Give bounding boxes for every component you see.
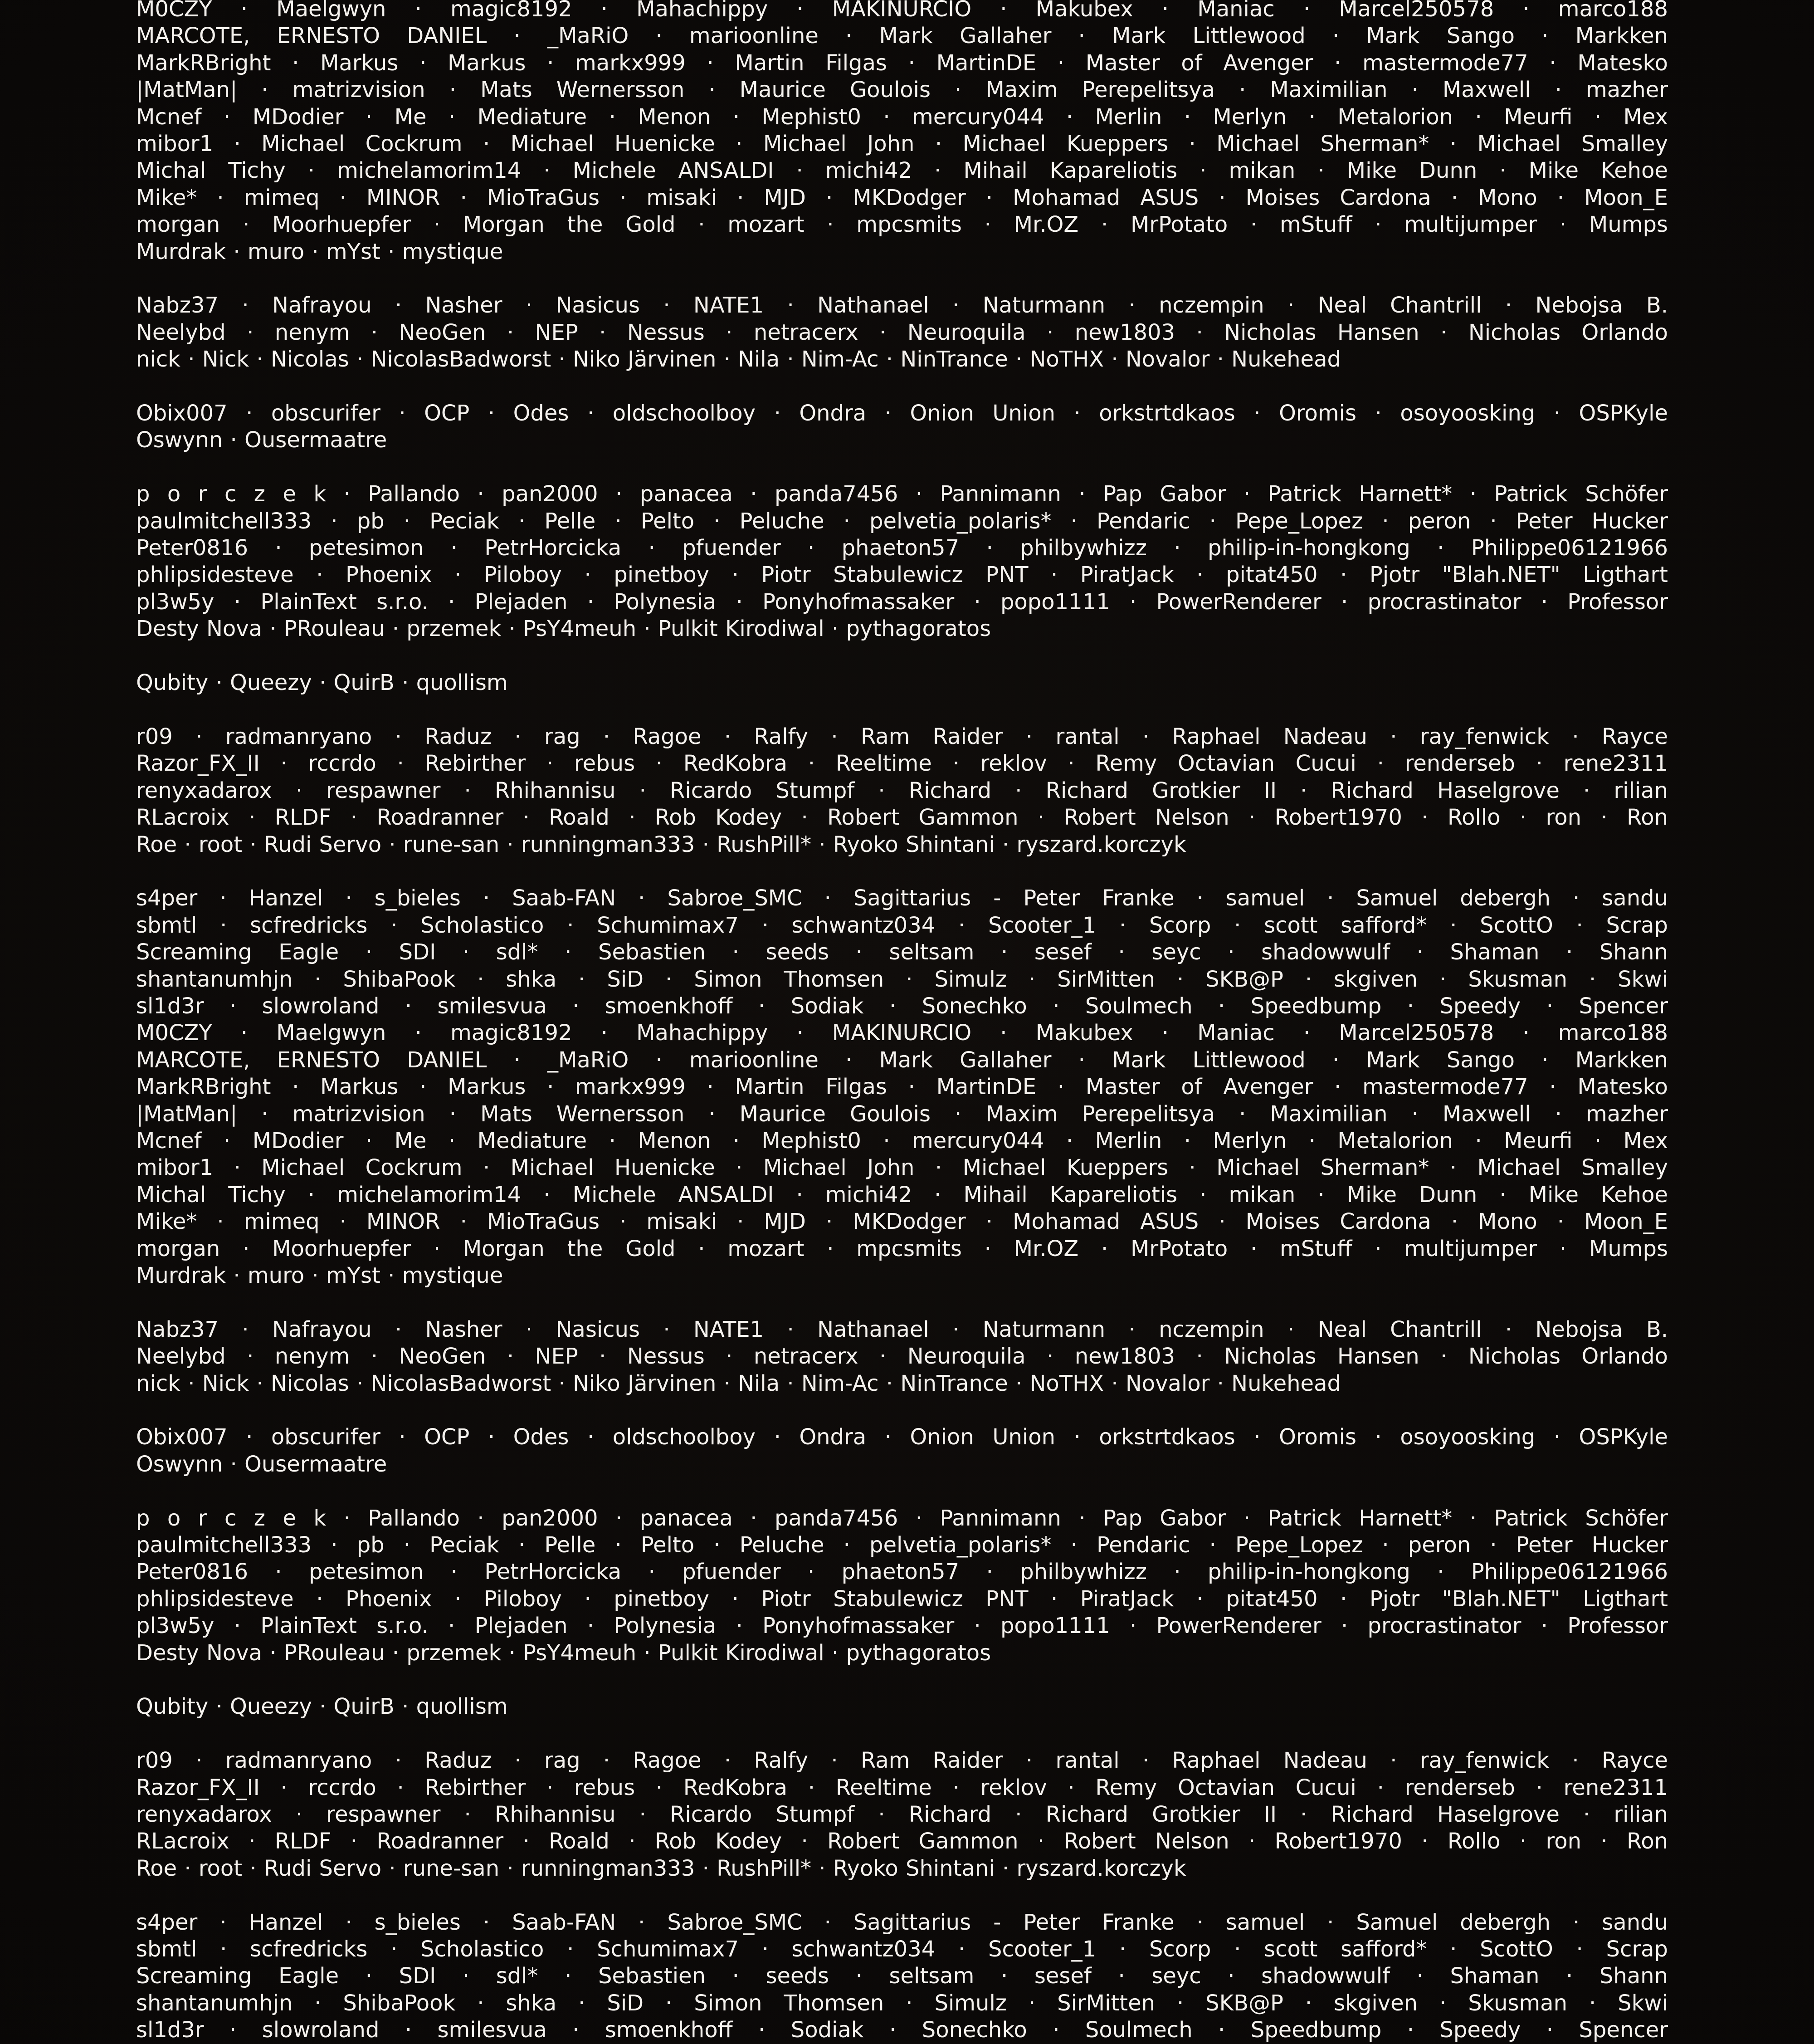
credits-block-2 — [136, 1020, 1668, 2044]
credits-line: phlipsidesteve · Phoenix · Piloboy · pinetboy · Piotr Stabulewicz PNT · PiratJack · pitat450 · Pjotr "Blah.NET" Ligthart — [136, 1586, 1668, 1612]
credits-line: Screaming Eagle · SDI · sdl* · Sebastien · seeds · seltsam · sesef · seyc · shadowwulf · Shaman · Shann — [136, 1963, 1668, 1989]
credits-line: Roe · root · Rudi Servo · rune-san · runningman333 · RushPill* · Ryoko Shintani · ryszard.korczyk — [136, 1855, 1186, 1881]
credits-line: Obix007 · obscurifer · OCP · Odes · oldschoolboy · Ondra · Onion Union · orkstrtdkaos · Oromis · osoyoosking · OSPKyle — [136, 401, 1668, 426]
credits-line: |MatMan| · matrizvision · Mats Wernersson · Maurice Goulois · Maxim Perepelitsya · Maximilian · Maxwell · mazher — [136, 1101, 1668, 1127]
credits-line: pl3w5y · PlainText s.r.o. · Plejaden · Polynesia · Ponyhofmassaker · popo1111 · PowerRenderer · procrastinator · Professor — [136, 1613, 1668, 1639]
credits-line: M0CZY · Maelgwyn · magic8192 · Mahachippy · MAKINURCIO · Makubex · Maniac · Marcel250578 · marco188 — [136, 0, 1668, 22]
credits-line: MarkRBright · Markus · Markus · markx999 · Martin Filgas · MartinDE · Master of Avenger · mastermode77 · Matesko — [136, 1074, 1668, 1100]
credits-line: Desty Nova · PRouleau · przemek · PsY4meuh · Pulkit Kirodiwal · pythagoratos — [136, 616, 991, 642]
credits-line: Nabz37 · Nafrayou · Nasher · Nasicus · NATE1 · Nathanael · Naturmann · nczempin · Neal Chantrill · Nebojsa B. — [136, 1316, 1668, 1342]
credits-line: shantanumhjn · ShibaPook · shka · SiD · Simon Thomsen · Simulz · SirMitten · SKB@P · skgiven · Skusman · Skwi — [136, 966, 1668, 992]
credits-line: MarkRBright · Markus · Markus · markx999 · Martin Filgas · MartinDE · Master of Avenger · mastermode77 · Matesko — [136, 50, 1668, 76]
credits-line: Mcnef · MDodier · Me · Mediature · Menon · Mephist0 · mercury044 · Merlin · Merlyn · Metalorion · Meurfi · Mex — [136, 1128, 1668, 1154]
credits-section-o — [136, 400, 1668, 454]
credits-line: mibor1 · Michael Cockrum · Michael Huenicke · Michael John · Michael Kueppers · Michael Sherman* · Michael Smalley — [136, 131, 1668, 157]
credits-section-r — [136, 724, 1668, 858]
credits-section-n — [136, 1316, 1668, 1397]
credits-line: s4per · Hanzel · s_bieles · Saab-FAN · Sabroe_SMC · Sagittarius - Peter Franke · samuel · Samuel debergh · sandu — [136, 885, 1668, 911]
credits-line: Michal Tichy · michelamorim14 · Michele ANSALDI · michi42 · Mihail Kapareliotis · mikan · Mike Dunn · Mike Kehoe — [136, 158, 1668, 184]
credits-line: paulmitchell333 · pb · Peciak · Pelle · Pelto · Peluche · pelvetia_polaris* · Pendaric · Pepe_Lopez · peron · Peter Hucker — [136, 1532, 1668, 1558]
credits-section-m — [136, 1020, 1668, 1289]
credits-line: Desty Nova · PRouleau · przemek · PsY4meuh · Pulkit Kirodiwal · pythagoratos — [136, 1640, 991, 1666]
credits-line: Roe · root · Rudi Servo · rune-san · runningman333 · RushPill* · Ryoko Shintani · ryszard.korczyk — [136, 831, 1186, 857]
credits-line: M0CZY · Maelgwyn · magic8192 · Mahachippy · MAKINURCIO · Makubex · Maniac · Marcel250578 · marco188 — [136, 1020, 1668, 1046]
credits-line: Neelybd · nenym · NeoGen · NEP · Nessus · netracerx · Neuroquila · new1803 · Nicholas Hansen · Nicholas Orlando — [136, 1344, 1668, 1369]
credits-line: nick · Nick · Nicolas · NicolasBadworst · Niko Järvinen · Nila · Nim-Ac · NinTrance · NoTHX · Novalor · Nukehead — [136, 1370, 1341, 1396]
credits-line: RLacroix · RLDF · Roadranner · Roald · Rob Kodey · Robert Gammon · Robert Nelson · Robert1970 · Rollo · ron · Ron — [136, 805, 1668, 831]
credits-line: p o r c z e k · Pallando · pan2000 · panacea · panda7456 · Pannimann · Pap Gabor · Patrick Harnett* · Patrick Schöfer — [136, 481, 1668, 507]
credits-line: RLacroix · RLDF · Roadranner · Roald · Rob Kodey · Robert Gammon · Robert Nelson · Robert1970 · Rollo · ron · Ron — [136, 1829, 1668, 1854]
credits-line: r09 · radmanryano · Raduz · rag · Ragoe · Ralfy · Ram Raider · rantal · Raphael Nadeau · ray_fenwick · Rayce — [136, 1748, 1668, 1774]
credits-line: Michal Tichy · michelamorim14 · Michele ANSALDI · michi42 · Mihail Kapareliotis · mikan · Mike Dunn · Mike Kehoe — [136, 1182, 1668, 1208]
credits-line: mibor1 · Michael Cockrum · Michael Huenicke · Michael John · Michael Kueppers · Michael Sherman* · Michael Smalley — [136, 1155, 1668, 1181]
credits-line: morgan · Moorhuepfer · Morgan the Gold · mozart · mpcsmits · Mr.OZ · MrPotato · mStuff · multijumper · Mumps — [136, 1236, 1668, 1262]
credits-line: Mike* · mimeq · MINOR · MioTraGus · misaki · MJD · MKDodger · Mohamad ASUS · Moises Cardona · Mono · Moon_E — [136, 185, 1668, 210]
credits-line: Murdrak · muro · mYst · mystique — [136, 1263, 503, 1288]
credits-line: paulmitchell333 · pb · Peciak · Pelle · Pelto · Peluche · pelvetia_polaris* · Pendaric · Pepe_Lopez · peron · Peter Hucker — [136, 508, 1668, 534]
credits-section-r — [136, 1747, 1668, 1882]
credits-line: Qubity · Queezy · QuirB · quollism — [136, 670, 508, 696]
credits-line: morgan · Moorhuepfer · Morgan the Gold · mozart · mpcsmits · Mr.OZ · MrPotato · mStuff · multijumper · Mumps — [136, 212, 1668, 238]
credits-line: MARCOTE, ERNESTO DANIEL · _MaRiO · marioonline · Mark Gallaher · Mark Littlewood · Mark Sango · Markken — [136, 1047, 1668, 1073]
credits-line: Screaming Eagle · SDI · sdl* · Sebastien · seeds · seltsam · sesef · seyc · shadowwulf · Shaman · Shann — [136, 939, 1668, 965]
credits-line: Razor_FX_II · rccrdo · Rebirther · rebus · RedKobra · Reeltime · reklov · Remy Octavian Cucui · renderseb · rene2311 — [136, 1775, 1668, 1800]
credits-line: Mike* · mimeq · MINOR · MioTraGus · misaki · MJD · MKDodger · Mohamad ASUS · Moises Cardona · Mono · Moon_E — [136, 1209, 1668, 1235]
credits-section-p — [136, 1505, 1668, 1667]
credits-line: renyxadarox · respawner · Rhihannisu · Ricardo Stumpf · Richard · Richard Grotkier II · Richard Haselgrove · rilian — [136, 1802, 1668, 1828]
credits-line: p o r c z e k · Pallando · pan2000 · panacea · panda7456 · Pannimann · Pap Gabor · Patrick Harnett* · Patrick Schöfer — [136, 1505, 1668, 1531]
credits-line: shantanumhjn · ShibaPook · shka · SiD · Simon Thomsen · Simulz · SirMitten · SKB@P · skgiven · Skusman · Skwi — [136, 1990, 1668, 2016]
credits-line: phlipsidesteve · Phoenix · Piloboy · pinetboy · Piotr Stabulewicz PNT · PiratJack · pitat450 · Pjotr "Blah.NET" Ligthart — [136, 562, 1668, 588]
credits-line: Neelybd · nenym · NeoGen · NEP · Nessus · netracerx · Neuroquila · new1803 · Nicholas Hansen · Nicholas Orlando — [136, 319, 1668, 345]
credits-line: Qubity · Queezy · QuirB · quollism — [136, 1694, 508, 1720]
credits-line: pl3w5y · PlainText s.r.o. · Plejaden · Polynesia · Ponyhofmassaker · popo1111 · PowerRenderer · procrastinator · Professor — [136, 589, 1668, 615]
credits-line: s4per · Hanzel · s_bieles · Saab-FAN · Sabroe_SMC · Sagittarius - Peter Franke · samuel · Samuel debergh · sandu — [136, 1909, 1668, 1935]
credits-section-s — [136, 885, 1668, 1020]
credits-line: Oswynn · Ousermaatre — [136, 1451, 387, 1477]
credits-line: sl1d3r · slowroland · smilesvua · smoenkhoff · Sodiak · Sonechko · Soulmech · Speedbump · Speedy · Spencer — [136, 993, 1668, 1019]
credits-line: sl1d3r · slowroland · smilesvua · smoenkhoff · Sodiak · Sonechko · Soulmech · Speedbump · Speedy · Spencer — [136, 2017, 1668, 2043]
credits-block-1 — [136, 0, 1668, 1020]
credits-line: Murdrak · muro · mYst · mystique — [136, 239, 503, 264]
credits-line: r09 · radmanryano · Raduz · rag · Ragoe · Ralfy · Ram Raider · rantal · Raphael Nadeau · ray_fenwick · Rayce — [136, 724, 1668, 749]
credits-line: Mcnef · MDodier · Me · Mediature · Menon · Mephist0 · mercury044 · Merlin · Merlyn · Metalorion · Meurfi · Mex — [136, 104, 1668, 130]
credits-section-m — [136, 0, 1668, 265]
credits-section-s — [136, 1909, 1668, 2044]
credits-section-q — [136, 670, 1668, 696]
credits-roll — [136, 0, 1668, 2044]
credits-line: Oswynn · Ousermaatre — [136, 427, 387, 453]
credits-line: Peter0816 · petesimon · PetrHorcicka · pfuender · phaeton57 · philbywhizz · philip-in-hongkong · Philippe06121966 — [136, 535, 1668, 561]
credits-line: Razor_FX_II · rccrdo · Rebirther · rebus · RedKobra · Reeltime · reklov · Remy Octavian Cucui · renderseb · rene2311 — [136, 751, 1668, 777]
credits-line: |MatMan| · matrizvision · Mats Wernersson · Maurice Goulois · Maxim Perepelitsya · Maximilian · Maxwell · mazher — [136, 77, 1668, 103]
credits-line: MARCOTE, ERNESTO DANIEL · _MaRiO · marioonline · Mark Gallaher · Mark Littlewood · Mark Sango · Markken — [136, 23, 1668, 49]
credits-section-p — [136, 481, 1668, 642]
credits-line: nick · Nick · Nicolas · NicolasBadworst · Niko Järvinen · Nila · Nim-Ac · NinTrance · NoTHX · Novalor · Nukehead — [136, 347, 1341, 372]
credits-line: Nabz37 · Nafrayou · Nasher · Nasicus · NATE1 · Nathanael · Naturmann · nczempin · Neal Chantrill · Nebojsa B. — [136, 293, 1668, 318]
credits-section-o — [136, 1424, 1668, 1478]
credits-line: sbmtl · scfredricks · Scholastico · Schumimax7 · schwantz034 · Scooter_1 · Scorp · scott safford* · ScottO · Scrap — [136, 1936, 1668, 1962]
credits-section-n — [136, 292, 1668, 373]
credits-line: renyxadarox · respawner · Rhihannisu · Ricardo Stumpf · Richard · Richard Grotkier II · Richard Haselgrove · rilian — [136, 778, 1668, 803]
credits-line: sbmtl · scfredricks · Scholastico · Schumimax7 · schwantz034 · Scooter_1 · Scorp · scott safford* · ScottO · Scrap — [136, 912, 1668, 938]
credits-section-q — [136, 1693, 1668, 1720]
credits-line: Peter0816 · petesimon · PetrHorcicka · pfuender · phaeton57 · philbywhizz · philip-in-hongkong · Philippe06121966 — [136, 1559, 1668, 1585]
credits-line: Obix007 · obscurifer · OCP · Odes · oldschoolboy · Ondra · Onion Union · orkstrtdkaos · Oromis · osoyoosking · OSPKyle — [136, 1424, 1668, 1450]
